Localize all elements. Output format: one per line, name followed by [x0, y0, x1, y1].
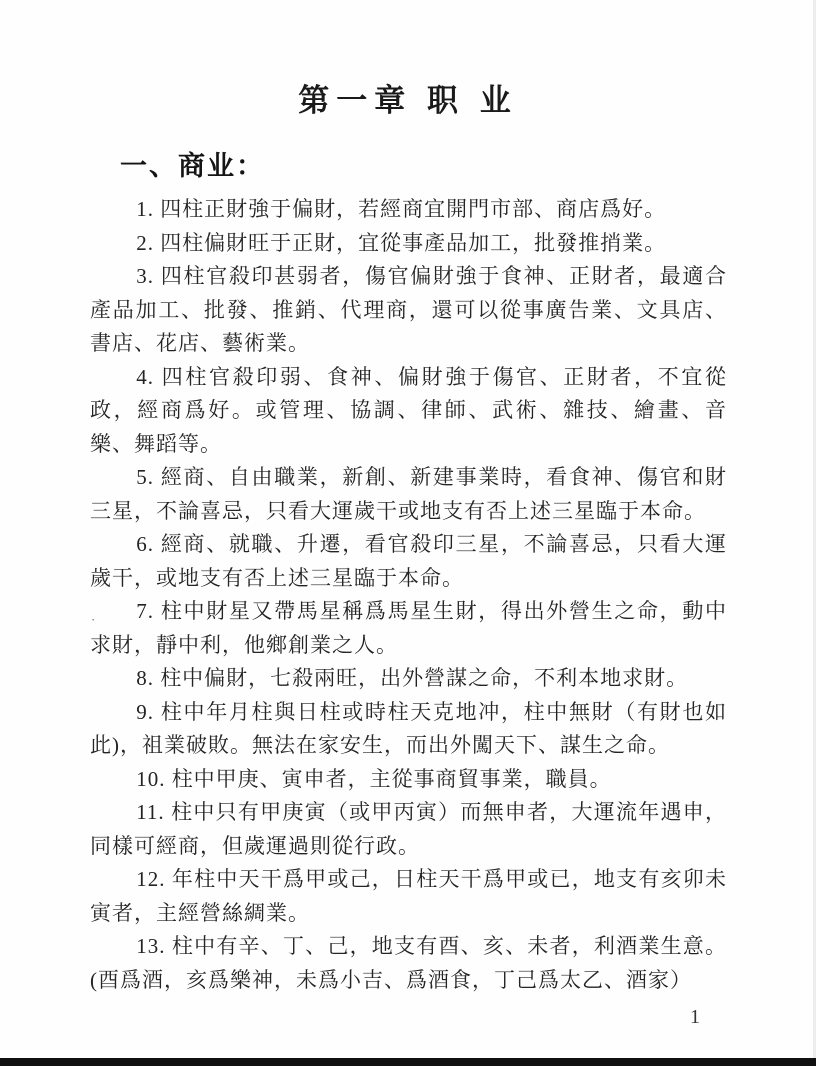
list-item-4: 4. 四柱官殺印弱、食神、偏財強于傷官、正財者，不宜從政，經商爲好。或管理、協調、律師、武術、雜技、繪畫、音樂、舞蹈等。: [90, 364, 727, 456]
list-item-5: 5. 經商、自由職業，新創、新建事業時，看食神、傷官和財三星，不論喜忌，只看大運歲干或地支有否上述三星臨于本命。: [90, 465, 727, 523]
section-heading: 一、商业：: [120, 151, 265, 181]
page-number: 1: [690, 1006, 700, 1028]
list-item-8: 8. 柱中偏財，七殺兩旺，出外營謀之命，不利本地求財。: [136, 666, 689, 690]
item-list: [0, 193, 816, 997]
chapter-title: 第一章 职 业: [298, 83, 518, 118]
list-item-2: 2. 四柱偏財旺于正財，宜從事產品加工，批發推捎業。: [136, 230, 667, 255]
list-item-13: 13. 柱中有辛、丁、己，地支有酉、亥、未者，利酒業生意。(酉爲酒，亥爲樂神，未爲小吉、爲酒食，丁己爲太乙、酒家）: [90, 934, 727, 992]
list-item-3: 3. 四柱官殺印甚弱者，傷官偏財強于食神、正財者，最適合產品加工、批發、推銷、代理商，還可以從事廣告業、文具店、書店、花店、藝術業。: [90, 264, 727, 355]
list-item-1: 1. 四柱正財強于偏財，若經商宜開門市部、商店爲好。: [136, 197, 667, 221]
scan-bottom-bar: [0, 1058, 816, 1066]
list-item-11: 11. 柱中只有甲庚寅（或甲丙寅）而無申者，大運流年遇申，同樣可經商，但歲運過則從行政。: [90, 800, 727, 858]
list-item-7: 7. 柱中財星又帶馬星稱爲馬星生財，得出外營生之命，動中求財，靜中利，他鄉創業之人。: [90, 599, 727, 657]
list-item-6: 6. 經商、就職、升遷，看官殺印三星，不論喜忌，只看大運歲干，或地支有否上述三星臨于本命。: [90, 532, 727, 590]
scan-artifact-dot: ·: [91, 612, 96, 627]
list-item-9: 9. 柱中年月柱與日柱或時柱天克地冲，柱中無財（有財也如此)，祖業破敗。無法在家安生，而出外闖天下、謀生之命。: [90, 699, 727, 757]
list-item-10: 10. 柱中甲庚、寅申者，主從事商貿事業，職員。: [136, 766, 612, 791]
list-item-12: 12. 年柱中天干爲甲或己，日柱天干爲甲或已，地支有亥卯未寅者，主經營絲綢業。: [90, 867, 727, 925]
